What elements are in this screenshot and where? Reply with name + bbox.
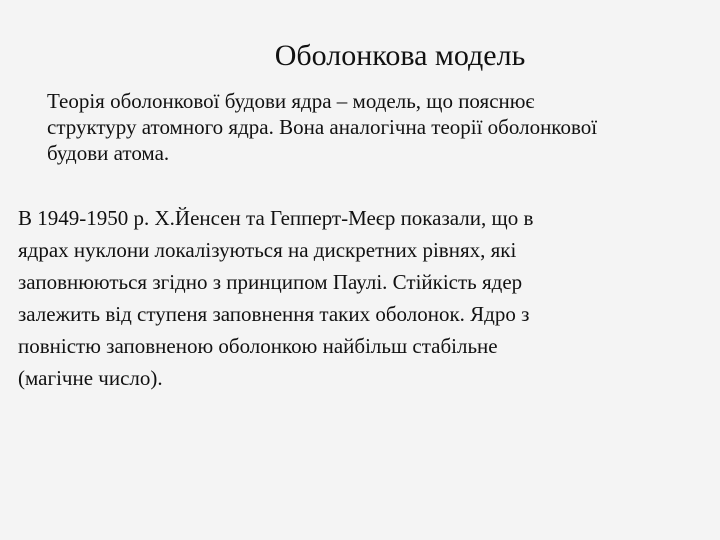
- slide-title: Оболонкова модель: [274, 39, 526, 72]
- body-line: повністю заповненою оболонкою найбільш стабільне: [18, 334, 498, 358]
- body-line: заповнюються згідно з принципом Паулі. Стійкість ядер: [18, 270, 523, 294]
- intro-line: будови атома.: [47, 141, 170, 165]
- intro-paragraph: [47, 88, 697, 166]
- body-paragraph: [18, 202, 698, 394]
- body-line: ядрах нуклони локалізуються на дискретних рівнях, які: [18, 238, 517, 262]
- intro-line: структуру атомного ядра. Вона аналогічна теорії оболонкової: [47, 115, 598, 139]
- body-line: (магічне число).: [18, 366, 163, 390]
- body-line: В 1949-1950 р. Х.Йенсен та Гепперт-Меєр показали, що в: [18, 206, 534, 230]
- body-line: залежить від ступеня заповнення таких оболонок. Ядро з: [18, 302, 530, 326]
- intro-line: Теорія оболонкової будови ядра – модель, що пояснює: [47, 89, 535, 113]
